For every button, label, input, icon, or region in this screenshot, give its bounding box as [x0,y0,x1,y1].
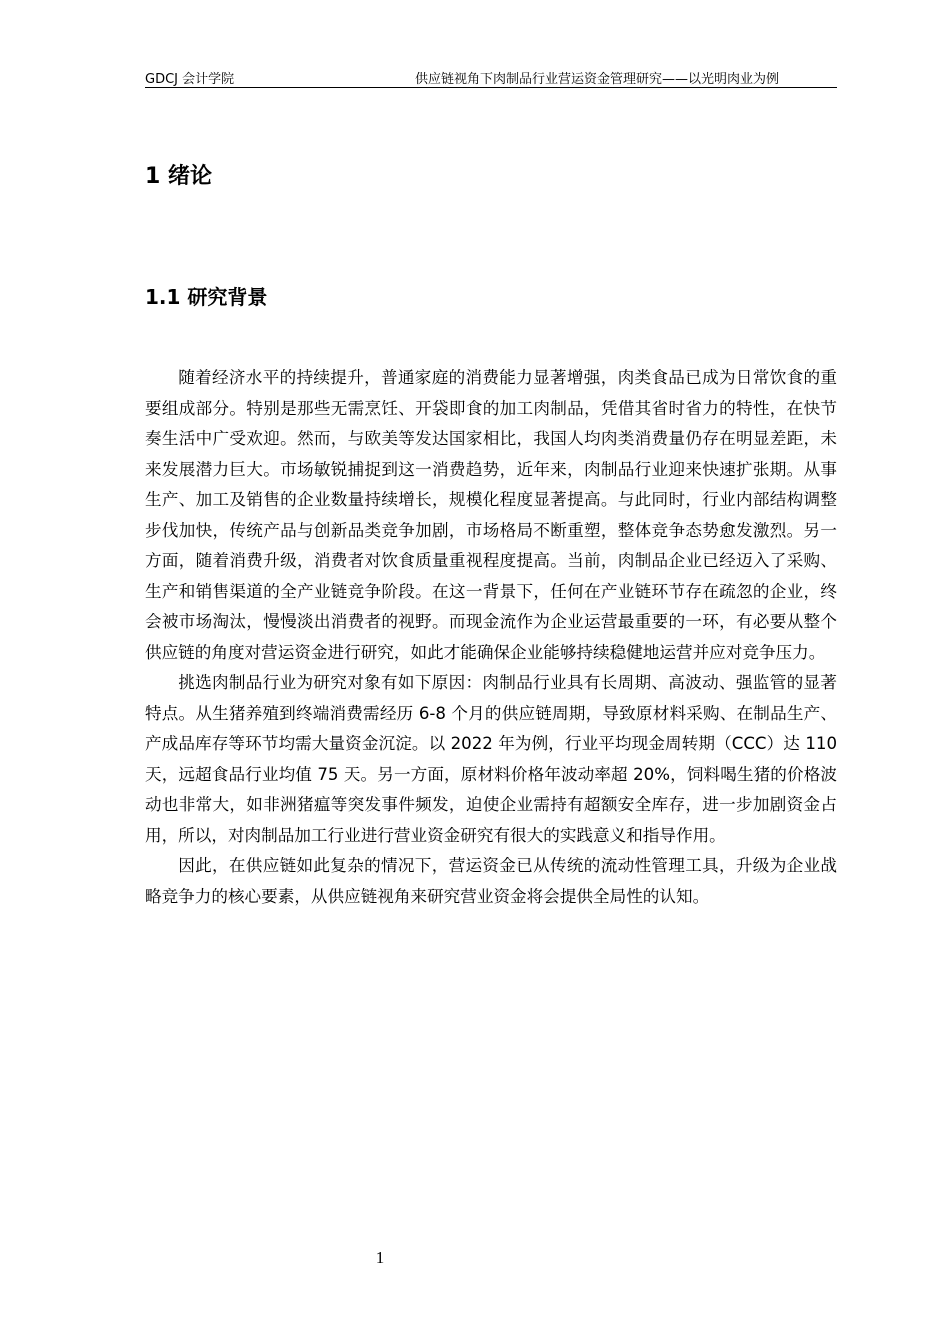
section-title: 1.1 研究背景 [145,285,268,309]
paragraph: 挑选肉制品行业为研究对象有如下原因：肉制品行业具有长周期、高波动、强监管的显著特点。从生猪养殖到终端消费需经历 6-8 个月的供应链周期，导致原材料采购、在制品生产、产成品库存等环节均需大量资金沉淀。以 2022 年为例，行业平均现金周转期（CCC）达 110 天，远超食品行业均值 75 天。另一方面，原材料价格年波动率超 20%，饲料喝生猪的价格波动也非常大，如非洲猪瘟等突发事件频发，迫使企业需持有超额安全库存，进一步加剧资金占用，所以，对肉制品加工行业进行营业资金研究有很大的实践意义和指导作用。 [145,673,837,845]
header-thesis-title: 供应链视角下肉制品行业营运资金管理研究——以光明肉业为例 [414,72,779,87]
running-header [145,67,837,88]
header-institution: GDCJ 会计学院 [145,72,235,87]
paragraph: 随着经济水平的持续提升，普通家庭的消费能力显著增强，肉类食品已成为日常饮食的重要组成部分。特别是那些无需烹饪、开袋即食的加工肉制品，凭借其省时省力的特性，在快节奏生活中广受欢迎。然而，与欧美等发达国家相比，我国人均肉类消费量仍存在明显差距，未来发展潜力巨大。市场敏锐捕捉到这一消费趋势，近年来，肉制品行业迎来快速扩张期。从事生产、加工及销售的企业数量持续增长，规模化程度显著提高。与此同时，行业内部结构调整步伐加快，传统产品与创新品类竞争加剧，市场格局不断重塑，整体竞争态势愈发激烈。另一方面，随着消费升级，消费者对饮食质量重视程度提高。当前，肉制品企业已经迈入了采购、生产和销售渠道的全产业链竞争阶段。在这一背景下，任何在产业链环节存在疏忽的企业，终会被市场淘汰，慢慢淡出消费者的视野。而现金流作为企业运营最重要的一环，有必要从整个供应链的角度对营运资金进行研究，如此才能确保企业能够持续稳健地运营并应对竞争压力。 [145,368,837,662]
paragraph: 因此，在供应链如此复杂的情况下，营运资金已从传统的流动性管理工具，升级为企业战略竞争力的核心要素，从供应链视角来研究营业资金将会提供全局性的认知。 [145,856,837,906]
chapter-title: 1 绪论 [145,164,212,189]
body-text [145,363,837,912]
page-number: 1 [375,1248,385,1267]
